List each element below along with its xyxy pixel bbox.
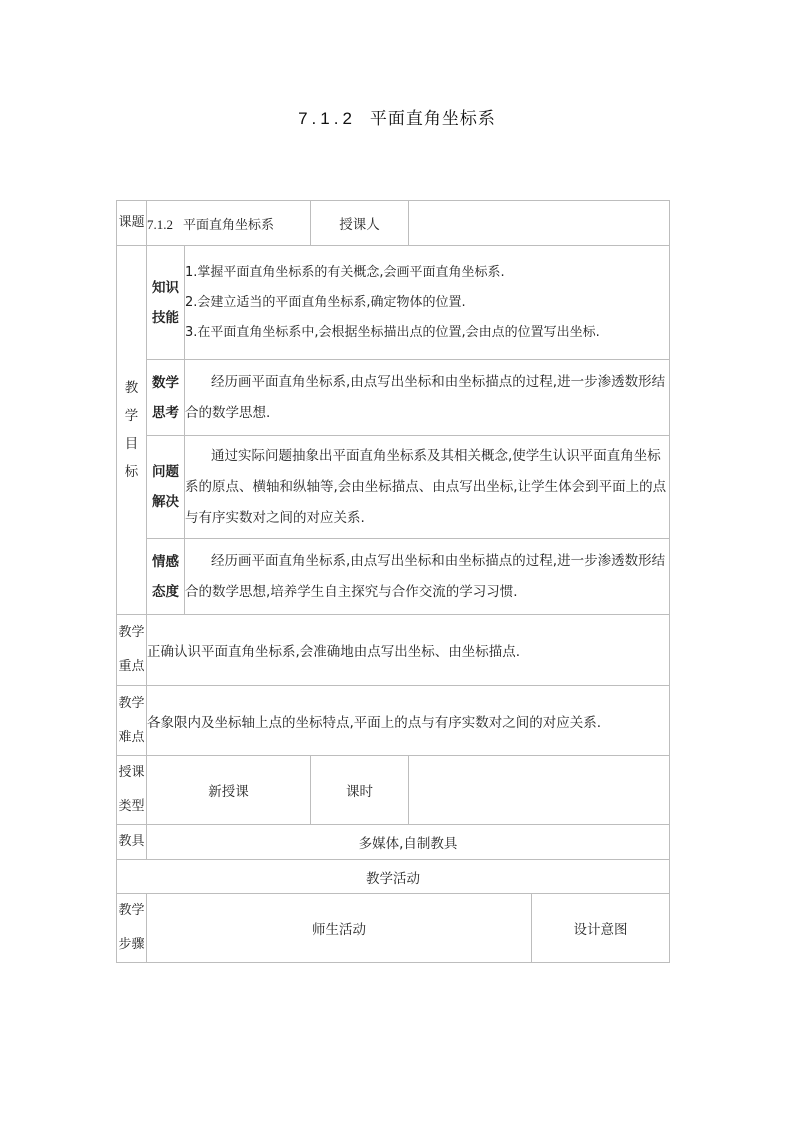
difficult-points-text: 各象限内及坐标轴上点的坐标特点,平面上的点与有序实数对之间的对应关系. bbox=[147, 686, 670, 756]
title-number: 7.1.2 bbox=[298, 109, 356, 128]
difficult-points-label bbox=[117, 686, 147, 756]
knowledge-item: 3.在平面直角坐标系中,会根据坐标描出点的位置,会由点的位置写出坐标. bbox=[185, 324, 600, 340]
knowledge-items bbox=[185, 246, 670, 360]
title-text: 平面直角坐标系 bbox=[369, 109, 496, 129]
topic-number: 7.1.2 bbox=[147, 216, 173, 232]
attitude-label bbox=[147, 539, 185, 615]
thinking-label-line: 数学 bbox=[152, 374, 179, 391]
knowledge-label-line: 技能 bbox=[152, 309, 179, 326]
lesson-plan-table bbox=[116, 200, 670, 963]
key-points-label-line: 教学 bbox=[118, 625, 145, 640]
attitude-text-cell bbox=[185, 539, 670, 615]
lesson-type-label-line: 类型 bbox=[118, 799, 145, 814]
topic-cell bbox=[147, 201, 311, 246]
key-points-text: 正确认识平面直角坐标系,会准确地由点写出坐标、由坐标描点. bbox=[147, 615, 670, 686]
steps-intent-header: 设计意图 bbox=[532, 894, 670, 963]
row-thinking bbox=[117, 360, 670, 436]
row-topic bbox=[117, 201, 670, 246]
page-title bbox=[0, 104, 794, 129]
lesson-type-label bbox=[117, 756, 147, 825]
row-key-points bbox=[117, 615, 670, 686]
tools-value: 多媒体,自制教具 bbox=[147, 825, 670, 860]
row-tools bbox=[117, 825, 670, 860]
thinking-label bbox=[147, 360, 185, 436]
teacher-label: 授课人 bbox=[311, 201, 409, 246]
knowledge-label-line: 知识 bbox=[152, 279, 179, 296]
lesson-type-label-line: 授课 bbox=[118, 765, 145, 780]
activity-header: 教学活动 bbox=[117, 860, 670, 894]
key-points-label-line: 重点 bbox=[118, 659, 145, 674]
row-attitude bbox=[117, 539, 670, 615]
lesson-type-value: 新授课 bbox=[147, 756, 311, 825]
topic-text: 平面直角坐标系 bbox=[183, 217, 275, 233]
goals-label-char: 教 bbox=[124, 380, 139, 396]
attitude-label-line: 情感 bbox=[152, 553, 179, 570]
thinking-text: 经历画平面直角坐标系,由点写出坐标和由坐标描点的过程,进一步渗透数形结合的数学思想. bbox=[185, 373, 666, 421]
difficult-points-label-line: 教学 bbox=[118, 695, 145, 711]
steps-label-line: 教学 bbox=[118, 903, 145, 918]
goals-label bbox=[117, 246, 147, 615]
steps-activity-header: 师生活动 bbox=[147, 894, 532, 963]
problem-label bbox=[147, 436, 185, 539]
problem-text: 通过实际问题抽象出平面直角坐标系及其相关概念,使学生认识平面直角坐标系的原点、横轴和纵轴等,会由坐标描点、由点写出坐标,让学生体会到平面上的点与有序实数对之间的对应关系. bbox=[185, 447, 667, 526]
thinking-text-cell bbox=[185, 360, 670, 436]
row-activity-header bbox=[117, 860, 670, 894]
problem-text-cell bbox=[185, 436, 670, 539]
tools-label: 教具 bbox=[117, 825, 147, 860]
key-points-label bbox=[117, 615, 147, 686]
difficult-points-label-line: 难点 bbox=[118, 729, 145, 745]
knowledge-label bbox=[147, 246, 185, 360]
knowledge-item: 2.会建立适当的平面直角坐标系,确定物体的位置. bbox=[185, 294, 466, 310]
row-knowledge bbox=[117, 246, 670, 360]
steps-label-line: 步骤 bbox=[118, 937, 145, 952]
goals-label-char: 标 bbox=[124, 464, 139, 480]
row-problem bbox=[117, 436, 670, 539]
goals-label-char: 学 bbox=[124, 408, 139, 424]
attitude-text: 经历画平面直角坐标系,由点写出坐标和由坐标描点的过程,进一步渗透数形结合的数学思想,培养学生自主探究与合作交流的学习习惯. bbox=[185, 552, 666, 600]
goals-label-char: 目 bbox=[124, 436, 139, 452]
row-steps bbox=[117, 894, 670, 963]
attitude-label-line: 态度 bbox=[152, 583, 179, 600]
problem-label-line: 问题 bbox=[152, 464, 179, 480]
topic-label: 课题 bbox=[117, 201, 147, 246]
teacher-value bbox=[409, 201, 670, 246]
thinking-label-line: 思考 bbox=[152, 404, 179, 421]
knowledge-item: 1.掌握平面直角坐标系的有关概念,会画平面直角坐标系. bbox=[185, 264, 505, 280]
steps-label bbox=[117, 894, 147, 963]
row-lesson-type bbox=[117, 756, 670, 825]
lesson-hours-label: 课时 bbox=[311, 756, 409, 825]
problem-label-line: 解决 bbox=[152, 494, 179, 510]
lesson-hours-value bbox=[409, 756, 670, 825]
row-difficult-points bbox=[117, 686, 670, 756]
